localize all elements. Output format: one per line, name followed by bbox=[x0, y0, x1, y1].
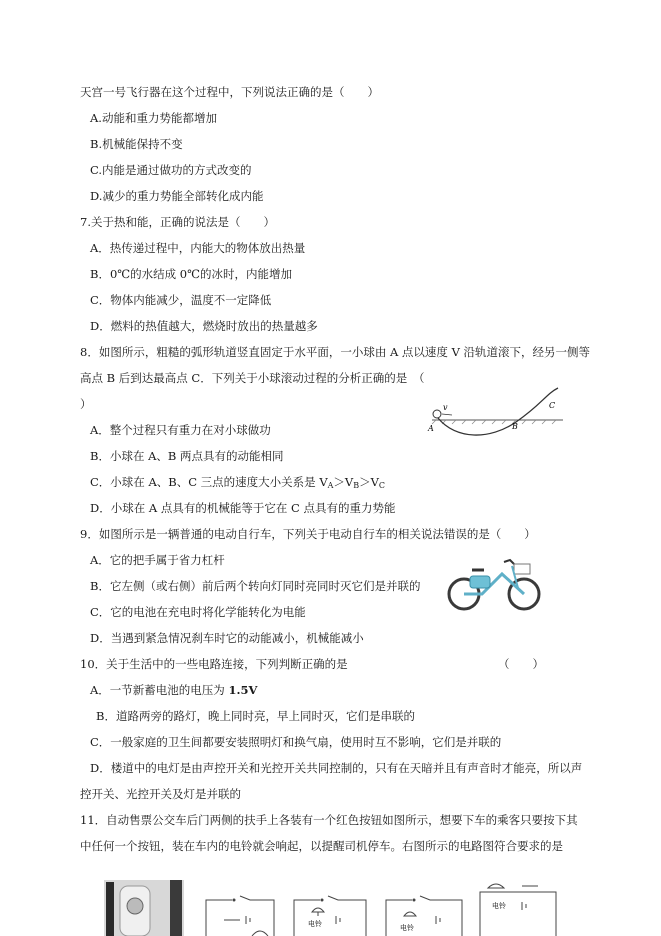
q10-option-d-line1: D．楼道中的电灯是由声控开关和光控开关共同控制的，只有在天暗并且有声音时才能亮，所以声 bbox=[90, 761, 583, 775]
circuit-option-3 bbox=[384, 886, 464, 936]
ground-hatch bbox=[432, 420, 556, 424]
battery-box bbox=[470, 576, 490, 588]
battery-icon bbox=[522, 902, 526, 910]
q8-option-c: C．小球在 A、B、C 三点的速度大小关系是 $V_A>V_B>V_C$ bbox=[90, 475, 386, 490]
battery-icon bbox=[336, 916, 340, 924]
photo-door-edge bbox=[106, 882, 114, 936]
circuit-wire bbox=[480, 892, 556, 936]
q6-option-b: B.机械能保持不变 bbox=[90, 137, 183, 151]
circuit-option-1 bbox=[204, 886, 276, 936]
bell-label: 电铃 bbox=[400, 924, 414, 932]
q6-option-a: A.动能和重力势能都增加 bbox=[90, 111, 217, 125]
circuit-wire bbox=[206, 896, 274, 936]
q8-stem-line2: 高点 B 后到达最高点 C．下列关于小球滚动过程的分析正确的是 （ bbox=[80, 371, 425, 385]
circuit-option-2 bbox=[292, 886, 368, 936]
q11-stem-line1: 11．自动售票公交车后门两侧的扶手上各装有一个红色按钮如图所示，想要下车的乘客只要按下其 bbox=[80, 813, 578, 827]
q6-option-c: C.内能是通过做功的方式改变的 bbox=[90, 163, 252, 177]
electric-bicycle-figure bbox=[444, 552, 544, 612]
velocity-arrow bbox=[442, 414, 452, 415]
q9-option-c: C．它的电池在充电时将化学能转化为电能 bbox=[90, 605, 306, 619]
q8-stem-line1: 8．如图所示，粗糙的弧形轨道竖直固定于水平面，一小球由 A 点以速度 V 沿轨道滚下，经另一侧等 bbox=[80, 345, 591, 359]
bell-icon bbox=[404, 912, 416, 916]
track-figure bbox=[428, 384, 568, 436]
q7-stem: 7.关于热和能，正确的说法是（ ） bbox=[80, 215, 275, 229]
handlebar bbox=[504, 560, 514, 564]
q10-option-b: B．道路两旁的路灯，晚上同时亮，早上同时灭，它们是串联的 bbox=[96, 709, 415, 723]
bell-label: 电铃 bbox=[492, 902, 506, 910]
q8-stem-line3: ） bbox=[80, 397, 92, 411]
track-curve bbox=[438, 388, 558, 435]
circuit-wire bbox=[386, 896, 462, 936]
q7-option-b: B．0℃的水结成 0℃的冰时，内能增加 bbox=[90, 267, 292, 281]
point-c-label: C bbox=[549, 401, 556, 410]
q10-option-c: C．一般家庭的卫生间都要安装照明灯和换气扇，使用时互不影响，它们是并联的 bbox=[90, 735, 502, 749]
bell-icon bbox=[252, 931, 268, 936]
bus-button-photo bbox=[104, 880, 184, 936]
bell-icon bbox=[312, 908, 324, 912]
red-button bbox=[127, 898, 143, 914]
q9-option-a: A．它的把手属于省力杠杆 bbox=[90, 553, 225, 567]
q8-option-b: B．小球在 A、B 两点具有的动能相同 bbox=[90, 449, 284, 463]
front-basket bbox=[514, 564, 530, 574]
ball bbox=[433, 410, 441, 418]
q7-option-d: D．燃料的热值越大，燃烧时放出的热量越多 bbox=[90, 319, 318, 333]
q10-option-a: A．一节新蓄电池的电压为 1.5V bbox=[90, 683, 258, 697]
circuit-wire bbox=[294, 896, 366, 936]
q8-option-a: A．整个过程只有重力在对小球做功 bbox=[90, 423, 271, 437]
q8-option-d: D．小球在 A 点具有的机械能等于它在 C 点具有的重力势能 bbox=[90, 501, 396, 515]
q7-option-c: C．物体内能减少，温度不一定降低 bbox=[90, 293, 272, 307]
q9-stem: 9．如图所示是一辆普通的电动自行车，下列关于电动自行车的相关说法错误的是（ ） bbox=[80, 527, 536, 541]
q9-option-d: D．当遇到紧急情况刹车时它的动能减小，机械能减小 bbox=[90, 631, 364, 645]
bell-icon bbox=[488, 884, 504, 888]
q7-option-a: A．热传递过程中，内能大的物体放出热量 bbox=[90, 241, 306, 255]
q10-option-d-line2: 控开关、光控开关及灯是并联的 bbox=[80, 787, 241, 801]
velocity-label: v bbox=[443, 403, 448, 412]
handrail-pole bbox=[170, 880, 182, 936]
q10-answer-paren: （ ） bbox=[498, 657, 544, 671]
point-b-label: B bbox=[512, 422, 518, 431]
switch-icon bbox=[413, 899, 416, 902]
circuit-option-4 bbox=[478, 880, 558, 936]
q9-option-b: B．它左侧（或右侧）前后两个转向灯同时亮同时灭它们是并联的 bbox=[90, 579, 421, 593]
q10-stem: 10．关于生活中的一些电路连接，下列判断正确的是 bbox=[80, 657, 348, 671]
battery-icon bbox=[436, 916, 440, 924]
q11-stem-line2: 中任何一个按钮，装在车内的电铃就会响起，以提醒司机停车。右图所示的电路图符合要求的是 bbox=[80, 839, 563, 853]
battery-icon bbox=[224, 916, 250, 924]
switch-icon bbox=[321, 899, 324, 902]
point-a-label: A bbox=[428, 424, 434, 433]
q6-option-d: D.减少的重力势能全部转化成内能 bbox=[90, 189, 264, 203]
switch-icon bbox=[233, 899, 236, 902]
q6-stem: 天宫一号飞行器在这个过程中，下列说法正确的是（ ） bbox=[80, 85, 379, 99]
bell-label: 电铃 bbox=[308, 920, 322, 928]
